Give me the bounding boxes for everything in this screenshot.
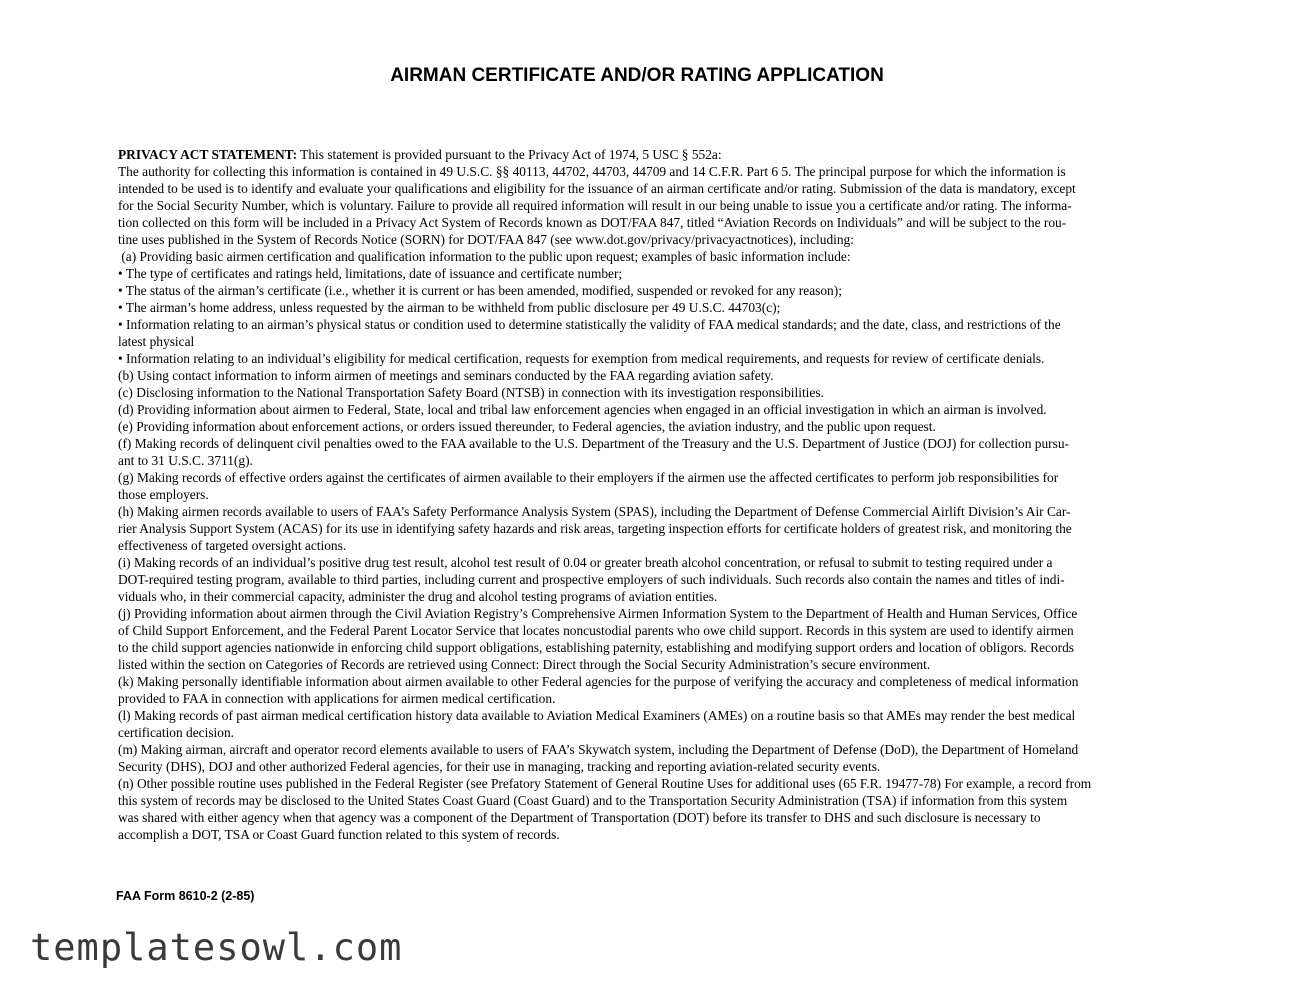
statement-lines (118, 163, 1190, 843)
statement-line: those employers. (118, 487, 209, 502)
statement-line: provided to FAA in connection with applications for airmen medical certification. (118, 691, 556, 706)
statement-line: to the child support agencies nationwide in enforcing child support obligations, establishing paternity, establishing and modifying support orders and location of obligors. Records (118, 640, 1075, 655)
form-number: FAA Form 8610-2 (2-85) (116, 889, 255, 903)
privacy-heading: PRIVACY ACT STATEMENT: (118, 147, 298, 162)
statement-line: The authority for collecting this information is contained in 49 U.S.C. §§ 40113, 44702, 44703, 44709 and 14 C.F.R. Part 6 5. The principal purpose for which the information is (118, 164, 1066, 179)
statement-line: • Information relating to an individual’s eligibility for medical certification, requests for exemption from medical requirements, and requests for review of certificate denials. (118, 351, 1045, 366)
statement-line: ant to 31 U.S.C. 3711(g). (118, 453, 253, 468)
privacy-intro-text: This statement is provided pursuant to the Privacy Act of 1974, 5 USC § 552a: (297, 147, 722, 162)
statement-line: Security (DHS), DOJ and other authorized Federal agencies, for their use in managing, tracking and reporting aviation-related security events. (118, 759, 881, 774)
statement-line: (e) Providing information about enforcement actions, or orders issued thereunder, to Federal agencies, the aviation industry, and the public upon request. (118, 419, 936, 434)
statement-line: (d) Providing information about airmen to Federal, State, local and tribal law enforcement agencies when engaged in an official investigation in which an airman is involved. (118, 402, 1047, 417)
statement-line: (a) Providing basic airmen certification and qualification information to the public upon request; examples of basic information include: (118, 249, 851, 264)
statement-line: of Child Support Enforcement, and the Federal Parent Locator Service that locates noncustodial parents who owe child support. Records in this system are used to identify airmen (118, 623, 1074, 638)
statement-line: latest physical (118, 334, 195, 349)
privacy-statement-intro (118, 146, 1190, 163)
statement-line: certification decision. (118, 725, 235, 740)
statement-line: (l) Making records of past airman medical certification history data available to Aviation Medical Examiners (AMEs) on a routine basis so that AMEs may render the best medical (118, 708, 1076, 723)
statement-line: viduals who, in their commercial capacity, administer the drug and alcohol testing programs of aviation entities. (118, 589, 718, 604)
statement-line: was shared with either agency when that agency was a component of the Department of Transportation (DOT) before its transfer to DHS and such disclosure is necessary to (118, 810, 1041, 825)
statement-line: (b) Using contact information to inform airmen of meetings and seminars conducted by the FAA regarding aviation safety. (118, 368, 774, 383)
statement-line: (m) Making airman, aircraft and operator record elements available to users of FAA’s Skywatch system, including the Department of Defense (DoD), the Department of Homeland (118, 742, 1079, 757)
statement-line: rier Analysis Support System (ACAS) for its use in identifying safety hazards and risk areas, targeting inspection efforts for certificate holders of greatest risk, and monitoring the (118, 521, 1072, 536)
statement-line: • The type of certificates and ratings held, limitations, date of issuance and certificate number; (118, 266, 623, 281)
statement-line: tine uses published in the System of Records Notice (SORN) for DOT/FAA 847 (see www.dot.gov/privacy/privacyactnotices), including: (118, 232, 854, 247)
statement-line: DOT-required testing program, available to third parties, including current and prospective employers of such individuals. Such records also contain the names and titles of indi- (118, 572, 1065, 587)
statement-line: (i) Making records of an individual’s positive drug test result, alcohol test result of 0.04 or greater breath alcohol concentration, or refusal to submit to testing required under a (118, 555, 1053, 570)
statement-line: (k) Making personally identifiable information about airmen available to other Federal agencies for the purpose of verifying the accuracy and completeness of medical information (118, 674, 1079, 689)
statement-line: (c) Disclosing information to the National Transportation Safety Board (NTSB) in connection with its investigation responsibilities. (118, 385, 824, 400)
statement-line: (f) Making records of delinquent civil penalties owed to the FAA available to the U.S. Department of the Treasury and the U.S. Department of Justice (DOJ) for collection pursu- (118, 436, 1069, 451)
document-title: AIRMAN CERTIFICATE AND/OR RATING APPLICATION (390, 65, 884, 86)
statement-line: intended to be used is to identify and evaluate your qualifications and eligibility for the issuance of an airman certificate and/or rating. Submission of the data is mandatory, except (118, 181, 1076, 196)
statement-line: for the Social Security Number, which is voluntary. Failure to provide all required information will result in our being unable to issue you a certificate and/or rating. The informa- (118, 198, 1072, 213)
statement-line: effectiveness of targeted oversight actions. (118, 538, 347, 553)
privacy-act-statement (118, 146, 1190, 843)
statement-line: tion collected on this form will be included in a Privacy Act System of Records known as DOT/FAA 847, titled “Aviation Records on Individuals” and will be subject to the rou- (118, 215, 1067, 230)
statement-line: this system of records may be disclosed to the United States Coast Guard (Coast Guard) and to the Transportation Security Administration (TSA) if information from this system (118, 793, 1068, 808)
statement-line: listed within the section on Categories of Records are retrieved using Connect: Direct through the Social Security Administration’s secure environment. (118, 657, 931, 672)
statement-line: • The airman’s home address, unless requested by the airman to be withheld from public disclosure per 49 U.S.C. 44703(c); (118, 300, 781, 315)
statement-line: (j) Providing information about airmen through the Civil Aviation Registry’s Comprehensive Airmen Information System to the Department of Health and Human Services, Office (118, 606, 1078, 621)
statement-line: • The status of the airman’s certificate (i.e., whether it is current or has been amended, modified, suspended or revoked for any reason); (118, 283, 842, 298)
statement-line: (g) Making records of effective orders against the certificates of airmen available to their employers if the airmen use the affected certificates to perform job responsibilities for (118, 470, 1059, 485)
statement-line: • Information relating to an airman’s physical status or condition used to determine statistically the validity of FAA medical standards; and the date, class, and restrictions of the (118, 317, 1061, 332)
statement-line: (n) Other possible routine uses published in the Federal Register (see Prefatory Statement of General Routine Uses for additional uses (65 F.R. 19477-78) For example, a record from (118, 776, 1092, 791)
statement-line: (h) Making airmen records available to users of FAA’s Safety Performance Analysis System (SPAS), including the Department of Defense Commercial Airlift Division’s Air Car- (118, 504, 1071, 519)
statement-line: accomplish a DOT, TSA or Coast Guard function related to this system of records. (118, 827, 560, 842)
watermark: templatesowl.com (30, 926, 403, 969)
